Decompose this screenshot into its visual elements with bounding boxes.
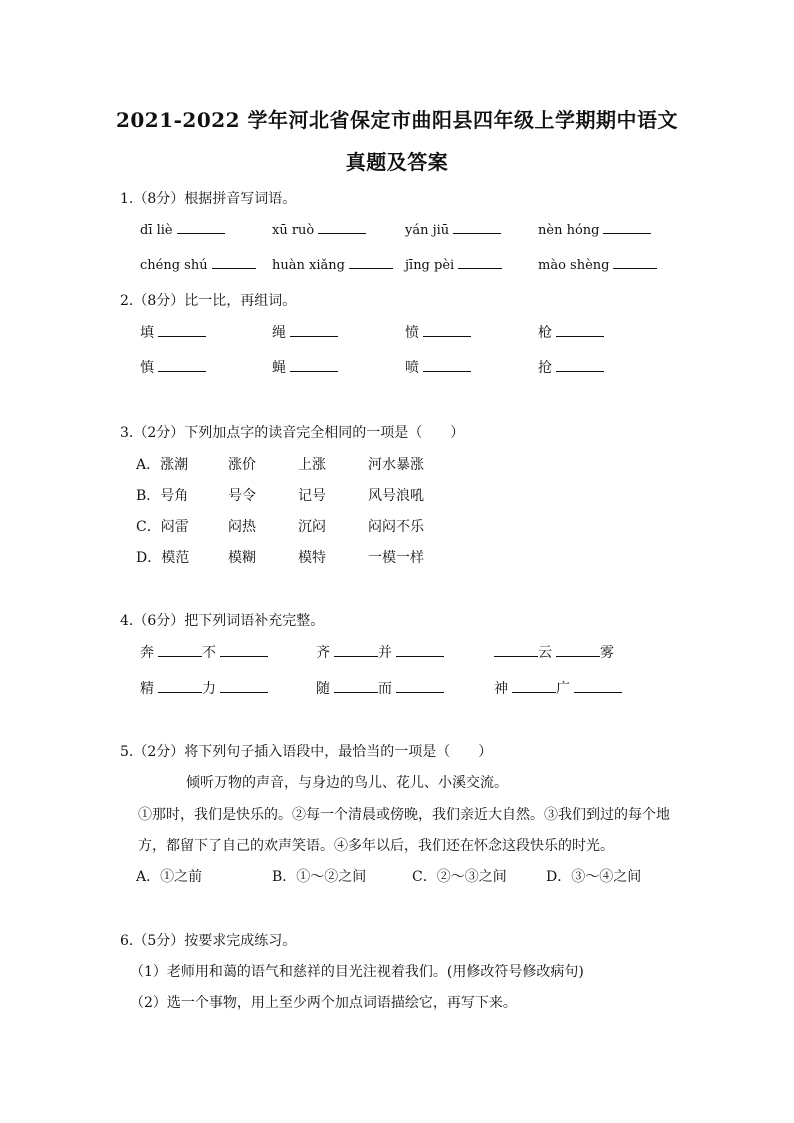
option-word: 记号	[298, 488, 326, 504]
q4-idiom	[140, 678, 268, 698]
q2-item	[140, 322, 206, 342]
answer-blank[interactable]	[556, 645, 600, 657]
character: 喷	[405, 360, 419, 376]
q5-paragraph-line-1: ①那时，我们是快乐的。②每一个清晨或傍晚，我们亲近大自然。③我们到过的每个地	[138, 807, 670, 823]
answer-blank[interactable]	[458, 257, 502, 269]
answer-blank[interactable]	[158, 681, 202, 693]
answer-blank[interactable]	[220, 645, 268, 657]
q5-option-c[interactable]: C．②～③之间	[412, 869, 507, 885]
q5-insert-sentence: 倾听万物的声音，与身边的鸟儿、花儿、小溪交流。	[186, 775, 508, 791]
idiom-char: 随	[316, 681, 330, 697]
q1-item	[140, 257, 256, 273]
document-title-line2: 真题及答案	[345, 150, 449, 174]
q6-subquestion-2: （2）选一个事物，用上至少两个加点词语描绘它，再写下来。	[130, 995, 517, 1011]
option-word: 沉闷	[298, 519, 326, 535]
idiom-char: 力	[202, 681, 216, 697]
answer-blank[interactable]	[158, 645, 202, 657]
question-4-heading: 4.（6分）把下列词语补充完整。	[120, 613, 325, 629]
option-word: 上涨	[298, 457, 326, 473]
question-1-heading: 1.（8分）根据拼音写词语。	[120, 191, 297, 207]
character: 绳	[272, 325, 286, 341]
option-word: 号令	[228, 488, 256, 504]
answer-blank[interactable]	[177, 222, 225, 234]
q2-item	[538, 322, 604, 342]
q1-item	[272, 222, 366, 238]
idiom-char: 不	[202, 645, 216, 661]
answer-blank[interactable]	[290, 325, 338, 337]
idiom-char: 奔	[140, 645, 154, 661]
question-5-heading: 5.（2分）将下列句子插入语段中，最恰当的一项是（ ）	[120, 744, 493, 760]
answer-blank[interactable]	[212, 257, 256, 269]
q5-option-a[interactable]: A．①之前	[136, 869, 203, 885]
q1-item	[538, 257, 657, 273]
pinyin: nèn hóng	[538, 223, 600, 238]
q1-item	[405, 257, 502, 273]
q4-idiom	[316, 642, 444, 662]
pinyin: huàn xiǎng	[272, 258, 345, 273]
answer-blank[interactable]	[423, 325, 471, 337]
answer-blank[interactable]	[512, 681, 556, 693]
question-2-heading: 2.（8分）比一比，再组词。	[120, 293, 297, 309]
pinyin: xū ruò	[272, 223, 315, 238]
option-word: 闷闷不乐	[368, 519, 424, 535]
q4-idiom	[140, 642, 268, 662]
q1-item	[538, 222, 651, 238]
pinyin: yán jiū	[405, 223, 450, 238]
option-word: 闷热	[228, 519, 256, 535]
answer-blank[interactable]	[334, 681, 378, 693]
option-word: 模特	[298, 550, 326, 566]
q2-item	[538, 357, 604, 377]
q5-option-d[interactable]: D．③～④之间	[546, 869, 642, 885]
character: 蝇	[272, 360, 286, 376]
option-word: 风号浪吼	[368, 488, 424, 504]
idiom-char: 并	[378, 645, 392, 661]
pinyin: dī liè	[140, 223, 173, 238]
idiom-char: 齐	[316, 645, 330, 661]
option-word: 模糊	[228, 550, 256, 566]
q6-subquestion-1: （1）老师用和蔼的语气和慈祥的目光注视着我们。(用修改符号修改病句)	[130, 964, 584, 980]
q1-item	[140, 222, 225, 238]
question-6-heading: 6.（5分）按要求完成练习。	[120, 933, 297, 949]
answer-blank[interactable]	[556, 360, 604, 372]
option-word: D．模范	[136, 550, 190, 566]
q4-idiom	[494, 642, 614, 662]
pinyin: jīng pèi	[405, 258, 455, 273]
character: 枪	[538, 325, 552, 341]
option-word: 河水暴涨	[368, 457, 424, 473]
option-word: B．号角	[136, 488, 189, 504]
answer-blank[interactable]	[220, 681, 268, 693]
answer-blank[interactable]	[396, 645, 444, 657]
answer-blank[interactable]	[318, 222, 366, 234]
answer-blank[interactable]	[453, 222, 501, 234]
answer-blank[interactable]	[158, 360, 206, 372]
answer-blank[interactable]	[396, 681, 444, 693]
idiom-char: 广	[556, 681, 570, 697]
idiom-char: 神	[494, 681, 508, 697]
q2-item	[405, 322, 471, 342]
option-word: 一模一样	[368, 550, 424, 566]
option-word: A．涨潮	[136, 457, 189, 473]
option-word: C．闷雷	[136, 519, 189, 535]
q5-option-b[interactable]: B．①～②之间	[272, 869, 367, 885]
answer-blank[interactable]	[290, 360, 338, 372]
answer-blank[interactable]	[613, 257, 657, 269]
answer-blank[interactable]	[603, 222, 651, 234]
answer-blank[interactable]	[494, 645, 538, 657]
character: 抢	[538, 360, 552, 376]
answer-blank[interactable]	[423, 360, 471, 372]
q1-item	[272, 257, 393, 273]
answer-blank[interactable]	[574, 681, 622, 693]
character: 填	[140, 325, 154, 341]
character: 慎	[140, 360, 154, 376]
q5-paragraph-line-2: 方，都留下了自己的欢声笑语。④多年以后，我们还在怀念这段快乐的时光。	[138, 838, 614, 854]
answer-blank[interactable]	[158, 325, 206, 337]
q2-item	[272, 357, 338, 377]
idiom-char: 云	[538, 645, 552, 661]
q2-item	[405, 357, 471, 377]
question-3-heading: 3.（2分）下列加点字的读音完全相同的一项是（ ）	[120, 425, 465, 441]
answer-blank[interactable]	[556, 325, 604, 337]
document-title-line1: 2021-2022 学年河北省保定市曲阳县四年级上学期期中语文	[115, 108, 679, 132]
q4-idiom	[494, 678, 622, 698]
idiom-char: 雾	[600, 645, 614, 661]
answer-blank[interactable]	[349, 257, 393, 269]
q2-item	[140, 357, 206, 377]
q1-item	[405, 222, 501, 238]
idiom-char: 精	[140, 681, 154, 697]
q4-idiom	[316, 678, 444, 698]
pinyin: chéng shú	[140, 258, 208, 273]
option-word: 涨价	[228, 457, 256, 473]
pinyin: mào shèng	[538, 258, 610, 273]
q2-item	[272, 322, 338, 342]
idiom-char: 而	[378, 681, 392, 697]
answer-blank[interactable]	[334, 645, 378, 657]
character: 愤	[405, 325, 419, 341]
